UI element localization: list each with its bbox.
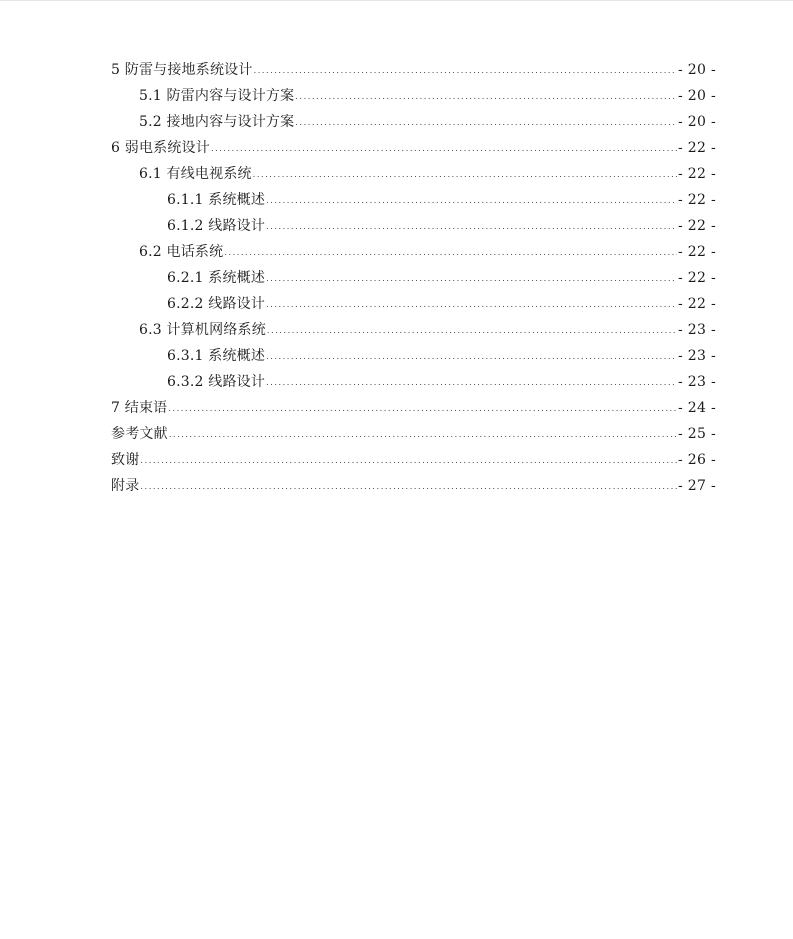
toc-entry-title: 6.2.2 线路设计 [167, 296, 266, 312]
toc-dot-leader [295, 84, 677, 110]
toc-entry-title: 致谢 [111, 452, 140, 468]
toc-entry-page: - 23 - [678, 322, 716, 338]
toc-entry-page: - 22 - [678, 218, 716, 234]
toc-entry-title: 6.1.2 线路设计 [167, 218, 266, 234]
toc-entry-6-1[interactable] [111, 161, 716, 187]
toc-entry-title: 5.1 防雷内容与设计方案 [139, 88, 295, 104]
toc-entry-page: - 24 - [678, 400, 716, 416]
toc-entry-title: 附录 [111, 478, 140, 494]
toc-dot-leader [224, 240, 677, 266]
toc-entry-page: - 20 - [678, 62, 716, 78]
toc-dot-leader [266, 292, 677, 318]
toc-entry-7[interactable] [111, 395, 716, 421]
toc-dot-leader [253, 162, 677, 188]
toc-entry-title: 6.3.1 系统概述 [167, 348, 266, 364]
toc-entry-page: - 22 - [678, 192, 716, 208]
toc-entry-page: - 22 - [678, 140, 716, 156]
toc-entry-6[interactable] [111, 135, 716, 161]
toc-entry-6-3-1[interactable] [111, 343, 716, 369]
toc-entry-page: - 27 - [678, 478, 716, 494]
toc-entry-page: - 23 - [678, 348, 716, 364]
toc-dot-leader [140, 474, 677, 500]
toc-entry-title: 5 防雷与接地系统设计 [111, 62, 253, 78]
toc-entry-title: 6.2 电话系统 [139, 244, 224, 260]
toc-entry-references[interactable] [111, 421, 716, 447]
toc-entry-page: - 20 - [678, 114, 716, 130]
toc-entry-page: - 25 - [678, 426, 716, 442]
toc-entry-title: 6.2.1 系统概述 [167, 270, 266, 286]
toc-entry-5-1[interactable] [111, 83, 716, 109]
page-top-border [0, 0, 793, 1]
toc-dot-leader [140, 448, 677, 474]
toc-entry-page: - 22 - [678, 296, 716, 312]
toc-entry-title: 参考文献 [111, 426, 168, 442]
toc-dot-leader [266, 188, 677, 214]
toc-entry-title: 6.3.2 线路设计 [167, 374, 266, 390]
toc-entry-6-1-1[interactable] [111, 187, 716, 213]
toc-entry-5[interactable] [111, 57, 716, 83]
toc-entry-page: - 22 - [678, 270, 716, 286]
toc-entry-appendix[interactable] [111, 473, 716, 499]
toc-dot-leader [169, 422, 677, 448]
toc-dot-leader [211, 136, 677, 162]
toc-entry-title: 6.1 有线电视系统 [139, 166, 252, 182]
toc-entry-title: 7 结束语 [111, 400, 168, 416]
toc-entry-6-1-2[interactable] [111, 213, 716, 239]
toc-entry-title: 5.2 接地内容与设计方案 [139, 114, 295, 130]
toc-dot-leader [266, 344, 677, 370]
toc-entry-6-3[interactable] [111, 317, 716, 343]
toc-dot-leader [168, 396, 677, 422]
toc-entry-acknowledgements[interactable] [111, 447, 716, 473]
toc-dot-leader [267, 318, 677, 344]
toc-entry-6-3-2[interactable] [111, 369, 716, 395]
toc-entry-title: 6.1.1 系统概述 [167, 192, 266, 208]
toc-entry-6-2[interactable] [111, 239, 716, 265]
toc-entry-page: - 23 - [678, 374, 716, 390]
toc-entry-5-2[interactable] [111, 109, 716, 135]
toc-dot-leader [254, 58, 677, 84]
toc-dot-leader [295, 110, 677, 136]
toc-entry-title: 6.3 计算机网络系统 [139, 322, 266, 338]
toc-entry-page: - 20 - [678, 88, 716, 104]
toc-entry-6-2-2[interactable] [111, 291, 716, 317]
table-of-contents [111, 57, 716, 499]
toc-entry-page: - 22 - [678, 166, 716, 182]
toc-entry-6-2-1[interactable] [111, 265, 716, 291]
toc-entry-page: - 22 - [678, 244, 716, 260]
toc-dot-leader [266, 214, 677, 240]
toc-entry-page: - 26 - [678, 452, 716, 468]
toc-entry-title: 6 弱电系统设计 [111, 140, 210, 156]
toc-dot-leader [266, 370, 677, 396]
toc-dot-leader [266, 266, 677, 292]
